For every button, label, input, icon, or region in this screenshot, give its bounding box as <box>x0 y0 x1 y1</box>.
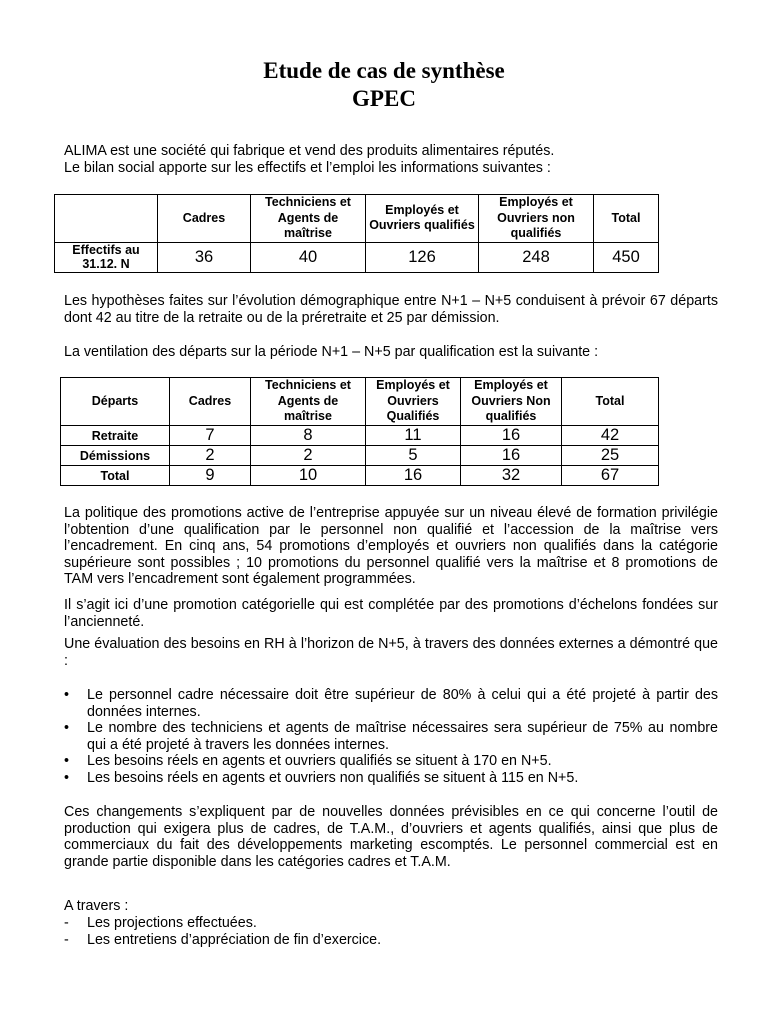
list-item-text: Les projections effectuées. <box>87 915 257 931</box>
promotion-categorielle-paragraph: Il s’agit ici d’une promotion catégorielle qui est complétée par des promotions d’échelons fondées sur l’ancienneté. <box>64 597 718 630</box>
list-item-text: Les entretiens d’appréciation de fin d’exercice. <box>87 931 382 948</box>
bullet-marker: • <box>64 687 70 703</box>
departs-cell: 42 <box>562 426 659 446</box>
list-item-text: Les besoins réels en agents et ouvriers qualifiés se situent à 170 en N+5. <box>87 753 552 770</box>
effectifs-header-eonq: Employés et Ouvriers non qualifiés <box>479 195 594 243</box>
effectifs-header-cadres: Cadres <box>158 195 251 243</box>
departs-cell: 16 <box>366 466 461 486</box>
departs-row-label: Total <box>61 466 170 486</box>
dash-marker: - <box>64 915 69 931</box>
effectifs-header-total: Total <box>594 195 659 243</box>
ventilation-intro: La ventilation des départs sur la période N+1 – N+5 par qualification est la suivante : <box>64 344 599 360</box>
departs-cell: 8 <box>251 426 366 446</box>
departs-cell: 9 <box>170 466 251 486</box>
changements-paragraph: Ces changements s’expliquent par de nouvelles données prévisibles en ce qui concerne l’outil de production qui exigera plus de cadres, de T.A.M., d’ouvriers et agents qualifiés, ainsi que plus de commerciaux du fait des développements marketing escomptés. Le personnel commercial est en grande partie disponible dans les catégories cadres et T.A.M. <box>64 804 718 870</box>
effectifs-total-value: 450 <box>594 242 659 272</box>
effectifs-row-label: Effectifs au 31.12. N <box>55 242 158 272</box>
bullet-marker: • <box>64 720 70 737</box>
document-subtitle: GPEC <box>352 86 416 111</box>
effectifs-table <box>54 194 659 273</box>
departs-row-label: Retraite <box>61 426 170 446</box>
departs-cell: 11 <box>366 426 461 446</box>
list-item <box>64 770 718 787</box>
intro-line-1: ALIMA est une société qui fabrique et vend des produits alimentaires réputés. <box>64 143 555 159</box>
effectifs-header-tam: Techniciens et Agents de maîtrise <box>251 195 366 243</box>
departs-header-row <box>61 378 659 426</box>
departs-cell: 16 <box>461 426 562 446</box>
departs-cell: 25 <box>562 446 659 466</box>
departs-row-retraite <box>61 426 659 446</box>
effectifs-row <box>55 242 659 272</box>
departs-header-label: Départs <box>61 378 170 426</box>
list-item-text: Les besoins réels en agents et ouvriers non qualifiés se situent à 115 en N+5. <box>87 769 579 786</box>
a-travers-dash-list <box>64 915 718 948</box>
intro-paragraph <box>64 143 718 176</box>
departs-cell: 5 <box>366 446 461 466</box>
effectifs-tam-value: 40 <box>251 242 366 272</box>
besoins-bullet-list <box>64 687 718 787</box>
list-item <box>64 932 718 949</box>
bullet-marker: • <box>64 769 70 786</box>
dash-marker: - <box>64 931 69 948</box>
effectifs-header-empty <box>55 195 158 243</box>
departs-header-tam: Techniciens et Agents de maîtrise <box>251 378 366 426</box>
departs-cell: 2 <box>251 446 366 466</box>
document-title: Etude de cas de synthèse <box>263 58 505 83</box>
departs-cell: 32 <box>461 466 562 486</box>
effectifs-header-eoq: Employés et Ouvriers qualifiés <box>366 195 479 243</box>
hypotheses-paragraph: Les hypothèses faites sur l’évolution démographique entre N+1 – N+5 conduisent à prévoir 67 départs dont 42 au titre de la retraite ou de la préretraite et 25 par démission. <box>64 293 718 326</box>
list-item <box>64 753 718 770</box>
list-item <box>64 915 718 932</box>
departs-header-eoq: Employés et Ouvriers Qualifiés <box>366 378 461 426</box>
departs-header-eonq: Employés et Ouvriers Non qualifiés <box>461 378 562 426</box>
departs-cell: 16 <box>461 446 562 466</box>
promotions-paragraph: La politique des promotions active de l’entreprise appuyée sur un niveau élevé de formation privilégie l’obtention d’une qualification par le personnel non qualifié et l’accession de la maîtrise vers l’encadrement. En cinq ans, 54 promotions d’employés et ouvriers non qualifiés dans la catégorie supérieure sont possibles ; 10 promotions du personnel qualifié vers la maîtrise et 8 promotions de TAM vers l’encadrement sont également programmées. <box>64 505 718 588</box>
departs-cell: 67 <box>562 466 659 486</box>
effectifs-cadres-value: 36 <box>158 242 251 272</box>
list-item-text: Le nombre des techniciens et agents de maîtrise nécessaires sera supérieur de 75% au nombre qui a été projeté à travers les données internes. <box>87 720 718 753</box>
departs-header-cadres: Cadres <box>170 378 251 426</box>
bullet-marker: • <box>64 753 70 770</box>
effectifs-header-row <box>55 195 659 243</box>
departs-cell: 10 <box>251 466 366 486</box>
list-item <box>64 720 718 753</box>
evaluation-paragraph: Une évaluation des besoins en RH à l’horizon de N+5, à travers des données externes a démontré que : <box>64 636 718 669</box>
intro-line-2: Le bilan social apporte sur les effectifs et l’emploi les informations suivantes : <box>64 159 551 176</box>
a-travers-label: A travers : <box>64 898 129 914</box>
departs-row-demissions <box>61 446 659 466</box>
departs-header-total: Total <box>562 378 659 426</box>
departs-cell: 7 <box>170 426 251 446</box>
effectifs-eonq-value: 248 <box>479 242 594 272</box>
departs-row-label: Démissions <box>61 446 170 466</box>
departs-row-total <box>61 466 659 486</box>
list-item-text: Le personnel cadre nécessaire doit être supérieur de 80% à celui qui a été projeté à partir des données internes. <box>87 687 718 720</box>
effectifs-eoq-value: 126 <box>366 242 479 272</box>
departs-cell: 2 <box>170 446 251 466</box>
departs-table <box>60 377 659 486</box>
list-item <box>64 687 718 720</box>
